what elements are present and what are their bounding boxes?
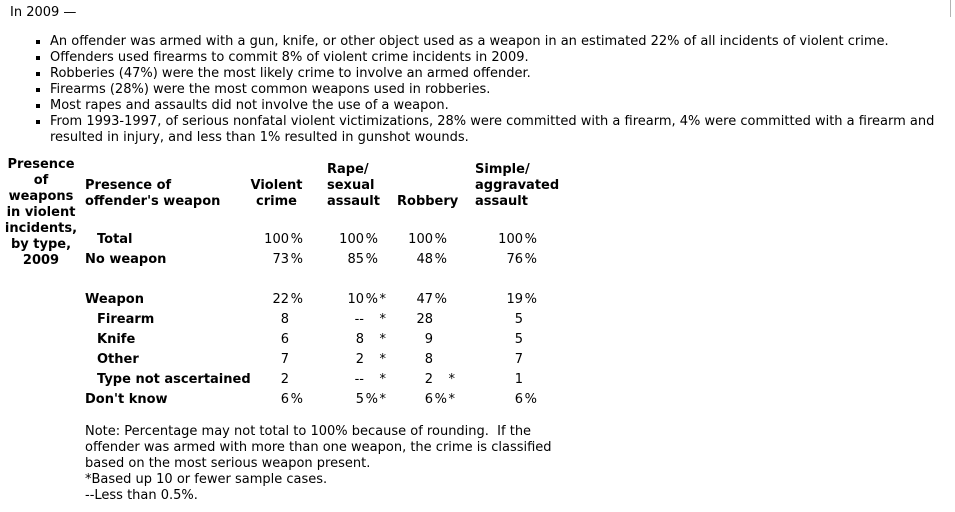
percent-sign: %	[290, 292, 303, 307]
value-number: 100	[339, 232, 364, 247]
caption-line: Presence	[7, 157, 75, 172]
header-line: Violent	[250, 178, 303, 193]
percent-sign	[289, 310, 303, 330]
value-number: 6	[280, 392, 289, 407]
footnote-asterisk	[303, 350, 311, 370]
value-cell	[250, 350, 311, 370]
header-line: aggravated	[475, 178, 560, 193]
column-header-rape-sexual-assault	[311, 162, 386, 210]
header-line: Rape/	[327, 162, 369, 177]
footnote-asterisk: *	[379, 332, 386, 347]
footnote-asterisk	[447, 230, 455, 250]
value-number: 85	[347, 252, 364, 267]
caption-line: of	[33, 173, 49, 188]
value-cell	[455, 390, 545, 410]
column-header-violent-crime	[250, 178, 311, 210]
value-number: 2	[355, 352, 364, 367]
table-caption	[0, 157, 82, 269]
value-number: 5	[355, 392, 364, 407]
row-label: No weapon	[85, 252, 167, 267]
value-cell	[311, 330, 386, 350]
percent-sign: %	[434, 392, 447, 407]
footnote-asterisk	[537, 310, 545, 330]
caption-line: weapons	[8, 189, 74, 204]
footnote-asterisk	[447, 250, 455, 270]
row-label: Knife	[97, 332, 136, 347]
header-line: offender's weapon	[85, 194, 221, 209]
note-line: Note: Percentage may not total to 100% because of rounding. If the	[85, 424, 532, 439]
percent-sign: %	[365, 232, 378, 247]
percent-sign: %	[365, 292, 378, 307]
value-number: 8	[424, 352, 433, 367]
percent-sign: %	[290, 392, 303, 407]
value-cell	[250, 390, 311, 410]
footnote-asterisk: *	[448, 392, 455, 407]
value-cell	[455, 230, 545, 250]
footnote-asterisk	[447, 350, 455, 370]
footnote-asterisk	[303, 230, 311, 250]
percent-sign: %	[434, 232, 447, 247]
value-cell	[250, 290, 311, 310]
value-number: 5	[514, 312, 523, 327]
footnote-asterisk	[303, 250, 311, 270]
percent-sign: %	[365, 392, 378, 407]
value-number: 48	[416, 252, 433, 267]
row-label: Weapon	[85, 292, 144, 307]
footnote-asterisk	[447, 290, 455, 310]
caption-line: incidents,	[4, 221, 78, 236]
value-cell	[250, 310, 311, 330]
value-cell	[311, 290, 386, 310]
percent-sign	[364, 330, 378, 350]
value-cell	[311, 230, 386, 250]
footnote-asterisk	[303, 330, 311, 350]
footnote-asterisk: *	[379, 292, 386, 307]
value-cell	[250, 370, 311, 390]
percent-sign: %	[524, 292, 537, 307]
table-row	[85, 310, 545, 330]
value-number: 7	[280, 352, 289, 367]
value-cell	[311, 370, 386, 390]
intro-text: In 2009 —	[10, 5, 77, 20]
percent-sign	[523, 310, 537, 330]
value-number: --	[354, 372, 364, 387]
table-body	[85, 230, 545, 410]
footnote-asterisk	[537, 390, 545, 410]
value-cell	[386, 310, 455, 330]
note-line: based on the most serious weapon present.	[85, 456, 371, 471]
percent-sign	[433, 350, 447, 370]
footnote-asterisk: *	[379, 312, 386, 327]
value-number: 100	[498, 232, 523, 247]
row-label: Firearm	[97, 312, 155, 327]
table-row	[85, 370, 545, 390]
value-cell	[455, 330, 545, 350]
value-cell	[386, 370, 455, 390]
footnote-asterisk	[303, 370, 311, 390]
value-number: 19	[506, 292, 523, 307]
footnote-asterisk: *	[379, 352, 386, 367]
caption-line: by type,	[10, 237, 72, 252]
footnote-asterisk	[303, 290, 311, 310]
percent-sign: %	[290, 232, 303, 247]
footnote-asterisk	[447, 330, 455, 350]
frame-corner-line	[950, 0, 951, 17]
value-number: 47	[416, 292, 433, 307]
value-number: 7	[514, 352, 523, 367]
note-line: offender was armed with more than one weapon, the crime is classified	[85, 440, 552, 455]
bullet-item: ▪ From 1993-1997, of serious nonfatal violent victimizations, 28% were committed with a firearm, 4% were committed with a firearm and resulted in injury, and less than 1% resulted in gunshot wounds.	[50, 114, 935, 146]
note-line: --Less than 0.5%.	[85, 488, 198, 503]
percent-sign	[523, 370, 537, 390]
value-number: 6	[514, 392, 523, 407]
footnote-asterisk	[303, 310, 311, 330]
header-line: assault	[475, 194, 528, 209]
percent-sign	[289, 350, 303, 370]
value-number: 100	[264, 232, 289, 247]
footnote-asterisk	[537, 370, 545, 390]
value-number: 10	[347, 292, 364, 307]
value-number: 2	[280, 372, 289, 387]
value-cell	[455, 290, 545, 310]
footnote-asterisk	[537, 350, 545, 370]
statistics-table	[85, 162, 560, 410]
footnote-asterisk: *	[448, 372, 455, 387]
bullet-item: ▪ Firearms (28%) were the most common weapons used in robberies.	[50, 82, 935, 98]
bullet-item: ▪ Robberies (47%) were the most likely crime to involve an armed offender.	[50, 66, 935, 82]
footnote-asterisk	[378, 230, 386, 250]
value-number: 6	[280, 332, 289, 347]
value-number: 100	[408, 232, 433, 247]
table-notes	[85, 424, 552, 504]
header-line: sexual	[327, 178, 375, 193]
footnote-asterisk	[447, 310, 455, 330]
percent-sign	[523, 330, 537, 350]
percent-sign	[364, 310, 378, 330]
value-number: 1	[514, 372, 523, 387]
table-row	[85, 350, 545, 370]
percent-sign	[433, 330, 447, 350]
percent-sign: %	[365, 252, 378, 267]
value-cell	[311, 310, 386, 330]
percent-sign	[433, 370, 447, 390]
value-cell	[455, 250, 545, 270]
header-line: crime	[256, 194, 297, 209]
row-label: Type not ascertained	[97, 372, 251, 387]
value-cell	[455, 370, 545, 390]
value-cell	[250, 230, 311, 250]
percent-sign: %	[524, 252, 537, 267]
caption-line: 2009	[22, 253, 60, 268]
value-cell	[250, 250, 311, 270]
highlights-list	[0, 34, 935, 146]
value-number: 22	[272, 292, 289, 307]
percent-sign: %	[290, 252, 303, 267]
percent-sign: %	[524, 392, 537, 407]
value-cell	[311, 250, 386, 270]
percent-sign: %	[434, 252, 447, 267]
footnote-asterisk: *	[379, 392, 386, 407]
percent-sign	[364, 370, 378, 390]
percent-sign: %	[524, 232, 537, 247]
row-label: Total	[97, 232, 133, 247]
value-cell	[386, 390, 455, 410]
value-cell	[311, 350, 386, 370]
value-number: 8	[280, 312, 289, 327]
value-number: 8	[355, 332, 364, 347]
column-header-row-label	[85, 178, 250, 210]
value-number: 2	[424, 372, 433, 387]
table-row	[85, 230, 545, 250]
table-row	[85, 250, 545, 270]
percent-sign	[523, 350, 537, 370]
table-header-row	[85, 162, 560, 210]
value-number: 73	[272, 252, 289, 267]
percent-sign: %	[434, 292, 447, 307]
table-row	[85, 390, 545, 410]
value-cell	[311, 390, 386, 410]
value-cell	[386, 330, 455, 350]
value-cell	[250, 330, 311, 350]
footnote-asterisk	[378, 250, 386, 270]
footnote-asterisk	[537, 290, 545, 310]
bullet-list	[0, 34, 935, 146]
table-row	[85, 290, 545, 310]
bullet-item: ▪ An offender was armed with a gun, knife, or other object used as a weapon in an estimated 22% of all incidents of violent crime.	[50, 34, 935, 50]
column-header-simple-aggravated-assault	[455, 162, 560, 210]
footnote-asterisk	[537, 250, 545, 270]
value-number: 5	[514, 332, 523, 347]
bullet-item: ▪ Offenders used firearms to commit 8% of violent crime incidents in 2009.	[50, 50, 935, 66]
value-number: 6	[424, 392, 433, 407]
column-header-robbery	[386, 194, 459, 210]
value-cell	[386, 250, 455, 270]
table-row	[85, 330, 545, 350]
value-number: 9	[424, 332, 433, 347]
bullet-item: ▪ Most rapes and assaults did not involve the use of a weapon.	[50, 98, 935, 114]
footnote-asterisk	[303, 390, 311, 410]
percent-sign	[289, 330, 303, 350]
header-line: Simple/	[475, 162, 530, 177]
value-number: --	[354, 312, 364, 327]
value-cell	[455, 350, 545, 370]
percent-sign	[364, 350, 378, 370]
value-cell	[386, 350, 455, 370]
footnote-asterisk	[537, 230, 545, 250]
note-line: *Based up 10 or fewer sample cases.	[85, 472, 328, 487]
value-number: 76	[506, 252, 523, 267]
value-cell	[386, 230, 455, 250]
header-line: Robbery	[397, 194, 459, 209]
caption-line: in violent	[6, 205, 76, 220]
percent-sign	[433, 310, 447, 330]
header-line: assault	[327, 194, 380, 209]
row-label: Other	[97, 352, 139, 367]
value-cell	[455, 310, 545, 330]
value-cell	[386, 290, 455, 310]
value-number: 28	[416, 312, 433, 327]
footnote-asterisk: *	[379, 372, 386, 387]
header-line: Presence of	[85, 178, 172, 193]
footnote-asterisk	[537, 330, 545, 350]
row-label: Don't know	[85, 392, 168, 407]
percent-sign	[289, 370, 303, 390]
